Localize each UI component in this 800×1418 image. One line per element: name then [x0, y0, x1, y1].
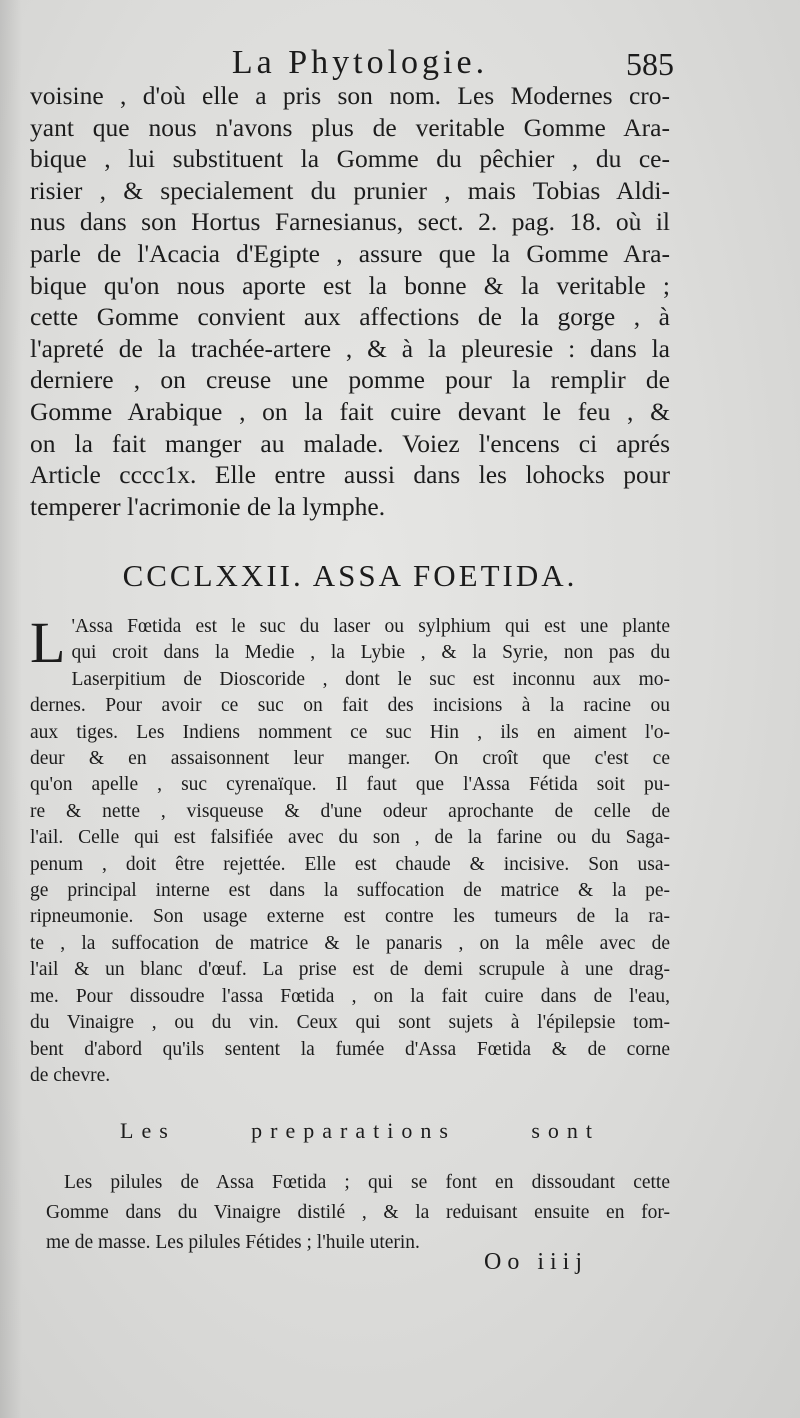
- text-line: te , la suffocation de matrice & le panaris , on la mêle avec de: [30, 932, 670, 954]
- drop-cap: L: [30, 610, 66, 675]
- text-line: bent d'abord qu'ils sentent la fumée d'Assa Fœtida & de corne: [30, 1038, 670, 1060]
- text-line: aux tiges. Les Indiens nomment ce suc Hin , ils en aiment l'o-: [30, 721, 670, 743]
- text-line: qu'on apelle , suc cyrenaïque. Il faut que l'Assa Fétida soit pu-: [30, 774, 670, 796]
- text-line: deur & en assaisonnent leur manger. On croît que c'est ce: [30, 748, 670, 770]
- text-line: 'Assa Fœtida est le suc du laser ou sylphium qui est une plante: [71, 616, 670, 637]
- text-line: nus dans son Hortus Farnesianus, sect. 2. pag. 18. où il: [30, 207, 670, 237]
- text-line: ripneumonie. Son usage externe est contre les tumeurs de la ra-: [30, 906, 670, 928]
- paragraph-gomme-arabique: [30, 80, 670, 522]
- text-line: on la fait manger au malade. Voiez l'encens ci aprés: [30, 428, 670, 458]
- text-line: de chevre.: [30, 1064, 111, 1086]
- text-line: l'ail & un blanc d'œuf. La prise est de demi scrupule à une drag-: [30, 959, 670, 981]
- article-heading: CCCLXXII. ASSA FOETIDA.: [122, 558, 578, 593]
- text-line: bique qu'on nous aporte est la bonne & la veritable ;: [30, 270, 670, 300]
- text-line: Laserpitium de Dioscoride , dont le suc est inconnu aux mo-: [71, 668, 670, 690]
- running-title-text: La Phytologie.: [231, 44, 489, 81]
- text-line: yant que nous n'avons plus de veritable Gomme Ara-: [30, 112, 670, 142]
- text-line: me. Pour dissoudre l'assa Fœtida , on la fait cuire dans de l'eau,: [30, 985, 670, 1007]
- preparations-subheading: Les preparations sont: [120, 1118, 600, 1143]
- text-line: parle de l'Acacia d'Egipte , assure que la Gomme Ara-: [30, 238, 670, 268]
- paragraph-preparations: [46, 1168, 670, 1258]
- text-line: ge principal interne est dans la suffocation de matrice & la pe-: [30, 880, 670, 902]
- text-line: re & nette , visqueuse & d'une odeur aprochante de celle de: [30, 800, 670, 822]
- text-line: Gomme dans du Vinaigre distilé , & la reduisant ensuite en for-: [46, 1202, 670, 1223]
- text-line: derniere , on creuse une pomme pour la remplir de: [30, 365, 670, 395]
- text-line: me de masse. Les pilules Fétides ; l'huile uterin.: [46, 1232, 420, 1253]
- page-number: 585: [626, 46, 674, 82]
- text-line: du Vinaigre , ou du vin. Ceux qui sont sujets à l'épilepsie tom-: [30, 1012, 670, 1034]
- text-line: qui croit dans la Medie , la Lybie , & la Syrie, non pas du: [71, 642, 670, 664]
- text-line: risier , & specialement du prunier , mais Tobias Aldi-: [30, 175, 670, 205]
- paragraph-assa-foetida: [30, 610, 670, 1089]
- text-line: bique , lui substituent la Gomme du pêchier , du ce-: [30, 144, 670, 174]
- text-line: penum , doit être rejettée. Elle est chaude & incisive. Son usa-: [30, 853, 670, 875]
- text-line: Les pilules de Assa Fœtida ; qui se font en dissoudant cette: [64, 1172, 670, 1193]
- text-line: l'ail. Celle qui est falsifiée avec du son , de la farine ou du Saga-: [30, 827, 670, 849]
- text-line: temperer l'acrimonie de la lymphe.: [30, 491, 386, 521]
- text-line: voisine , d'où elle a pris son nom. Les Modernes cro-: [30, 81, 670, 110]
- text-line: cette Gomme convient aux affections de la gorge , à: [30, 302, 670, 332]
- text-line: dernes. Pour avoir ce suc on fait des incisions à la racine ou: [30, 695, 670, 717]
- text-line: Gomme Arabique , on la fait cuire devant le feu , &: [30, 396, 670, 426]
- text-line: Article cccc1x. Elle entre aussi dans les lohocks pour: [30, 460, 670, 490]
- binding-shadow: [0, 0, 22, 1418]
- signature-mark: Oo iiij: [484, 1249, 589, 1275]
- text-line: l'apreté de la trachée-artere , & à la pleuresie : dans la: [30, 333, 670, 363]
